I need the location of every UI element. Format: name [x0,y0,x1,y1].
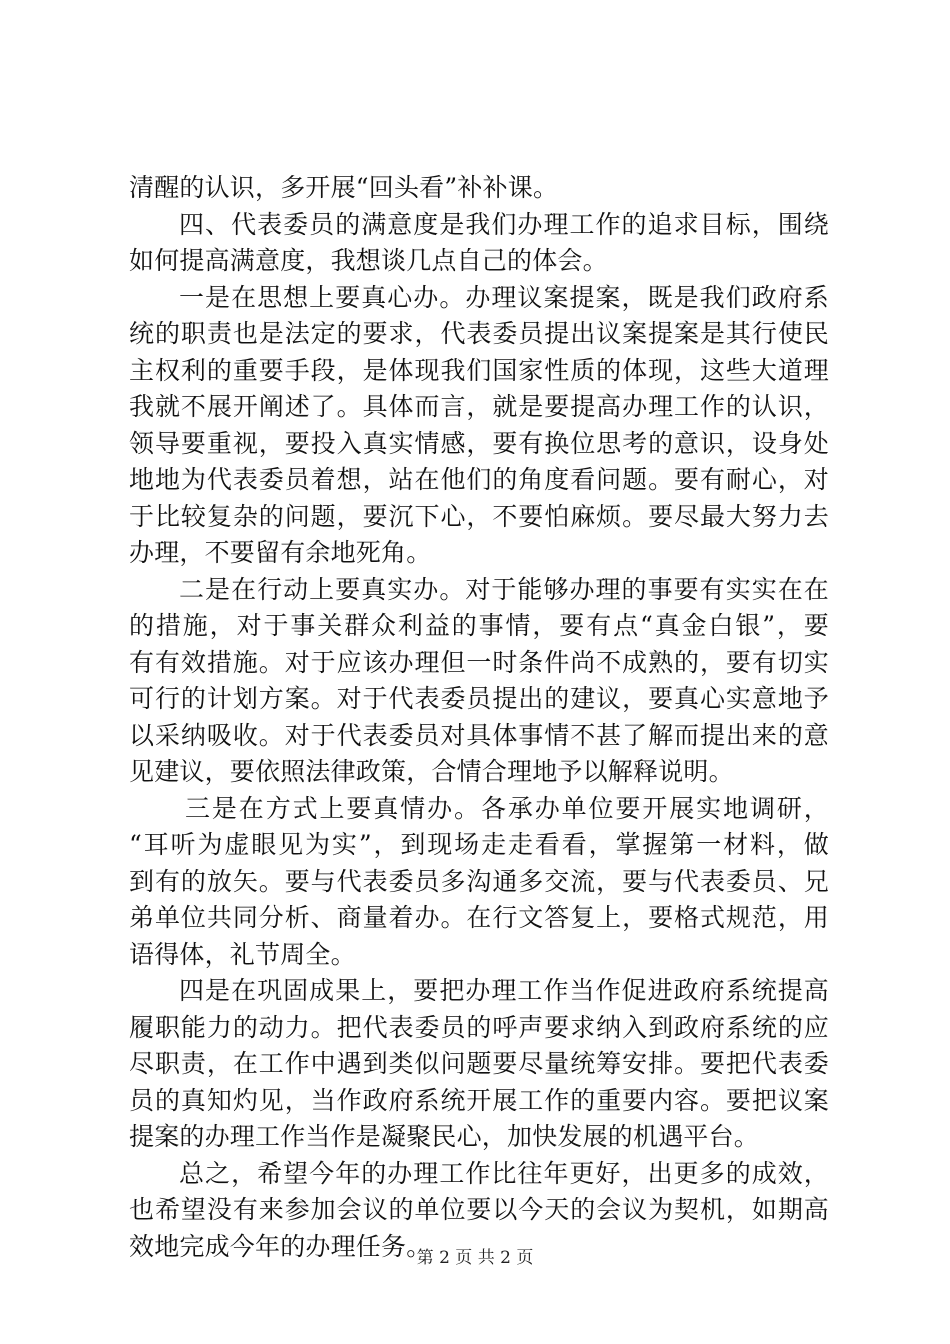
text-line: 三是在方式上要真情办。各承办单位要开展实地调研， [185,793,829,823]
text-line: 见建议，要依照法律政策，合情合理地予以解释说明。 [129,757,734,786]
text-line: 主权利的重要手段，是体现我们国家性质的体现，这些大道理 [129,355,829,385]
document-body [129,170,829,1265]
text-line: 提案的办理工作当作是凝聚民心，加快发展的机遇平台。 [129,1122,760,1151]
text-line: 统的职责也是法定的要求，代表委员提出议案提案是其行使民 [129,319,829,348]
text-line: 有有效措施。对于应该办理但一时条件尚不成熟的，要有切实 [129,647,829,677]
text-line: 可行的计划方案。对于代表委员提出的建议，要真心实意地予 [129,684,829,713]
text-line: 尽职责，在工作中遇到类似问题要尽量统筹安排。要把代表委 [129,1049,829,1078]
text-line: 弟单位共同分析、商量着办。在行文答复上，要格式规范，用 [129,903,829,932]
text-line: 也希望没有来参加会议的单位要以今天的会议为契机，如期高 [129,1195,829,1224]
page-number-label: 第 2 页 共 2 页 [416,1248,534,1268]
text-line: “耳听为虚眼见为实”，到现场走走看看，掌握第一材料，做 [129,830,829,859]
text-line: 于比较复杂的问题，要沉下心，不要怕麻烦。要尽最大努力去 [129,501,829,531]
text-line: 我就不展开阐述了。具体而言，就是要提高办理工作的认识， [129,392,829,421]
text-line: 地地为代表委员着想，站在他们的角度看问题。要有耐心，对 [129,465,829,494]
text-line: 四、代表委员的满意度是我们办理工作的追求目标，围绕 [179,209,829,239]
text-line: 二是在行动上要真实办。对于能够办理的事要有实实在在 [179,574,829,604]
text-line: 的措施，对于事关群众利益的事情，要有点“真金白银”，要 [129,611,829,640]
text-line: 办理，不要留有余地死角。 [129,538,432,567]
page-footer [0,1243,950,1268]
text-line: 如何提高满意度，我想谈几点自己的体会。 [129,246,608,275]
text-line: 语得体，礼节周全。 [129,939,356,969]
text-line: 四是在巩固成果上，要把办理工作当作促进政府系统提高 [179,976,829,1005]
text-line: 总之，希望今年的办理工作比往年更好，出更多的成效， [179,1158,829,1188]
text-line: 一是在思想上要真心办。办理议案提案，既是我们政府系 [179,282,829,312]
text-line: 效地完成今年的办理任务。 [129,1231,432,1261]
text-line: 履职能力的动力。把代表委员的呼声要求纳入到政府系统的应 [129,1012,829,1042]
text-line: 清醒的认识，多开展“回头看”补补课。 [129,173,559,202]
text-line: 领导要重视，要投入真实情感，要有换位思考的意识，设身处 [129,428,829,458]
text-line: 员的真知灼见，当作政府系统开展工作的重要内容。要把议案 [129,1085,829,1115]
text-line: 到有的放矢。要与代表委员多沟通多交流，要与代表委员、兄 [129,866,829,896]
text-line: 以采纳吸收。对于代表委员对具体事情不甚了解而提出来的意 [129,720,829,750]
